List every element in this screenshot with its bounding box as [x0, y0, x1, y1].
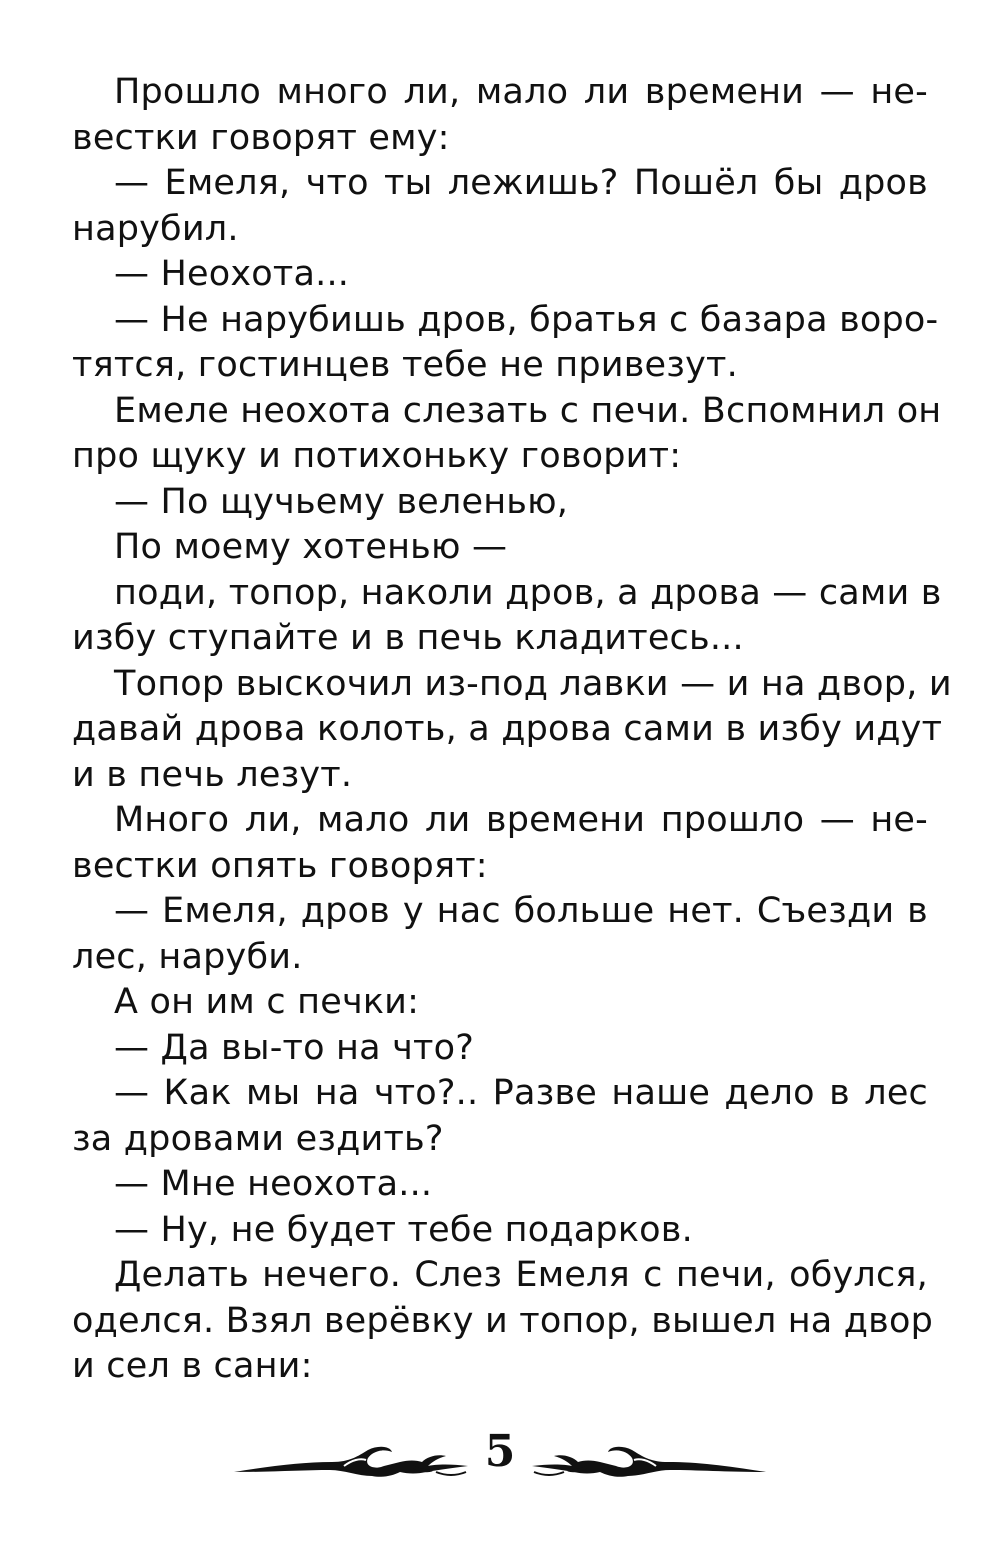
text-line: вестки опять говорят:: [72, 845, 488, 886]
text-line: По моему хотенью —: [114, 527, 508, 567]
text-line: — Ну, не будет тебе подарков.: [114, 1209, 693, 1250]
page-number: 5: [484, 1426, 516, 1477]
text-line: оделся. Взял верёвку и топор, вышел на двор: [72, 1300, 934, 1341]
text-line: — Как мы на что?.. Разве наше дело в лес: [114, 1073, 928, 1113]
text-line: лес, наруби.: [72, 936, 303, 977]
text-line: Топор выскочил из-под лавки — и на двор, и: [114, 663, 952, 704]
text-line: — Не нарубишь дров, братья с базара воро-: [114, 299, 939, 340]
page-footer: [0, 1428, 1000, 1498]
text-line: — По щучьему веленью,: [114, 481, 569, 522]
text-line: — Да вы-то на что?: [114, 1027, 474, 1068]
text-line: нарубил.: [72, 208, 239, 249]
text-line: — Неохота...: [114, 254, 350, 294]
text-line: давай дрова колоть, а дрова сами в избу идут: [72, 709, 943, 749]
text-line: Много ли, мало ли времени прошло — не-: [114, 800, 928, 840]
text-line: Делать нечего. Слез Емеля с печи, обулся,: [114, 1255, 928, 1295]
flourish-left-icon: [232, 1436, 472, 1486]
text-line: поди, топор, наколи дров, а дрова — сами в: [114, 572, 942, 613]
text-line: Прошло много ли, мало ли времени — не-: [114, 72, 928, 112]
flourish-right-icon: [528, 1436, 768, 1486]
page-text: [72, 70, 952, 1390]
text-line: А он им с печки:: [114, 982, 420, 1022]
text-line: вестки говорят ему:: [72, 117, 450, 158]
text-line: — Мне неохота...: [114, 1164, 433, 1204]
text-line: Емеле неохота слезать с печи. Вспомнил он: [114, 390, 942, 431]
text-line: — Емеля, что ты лежишь? Пошёл бы дров: [114, 163, 928, 203]
text-line: про щуку и потихоньку говорит:: [72, 436, 682, 476]
text-line: за дровами ездить?: [72, 1118, 444, 1159]
text-line: избу ступайте и в печь кладитесь...: [72, 618, 744, 658]
text-line: — Емеля, дров у нас больше нет. Съезди в: [114, 891, 928, 931]
text-line: и сел в сани:: [72, 1346, 313, 1386]
text-line: и в печь лезут.: [72, 754, 353, 795]
text-line: тятся, гостинцев тебе не привезут.: [72, 345, 738, 385]
